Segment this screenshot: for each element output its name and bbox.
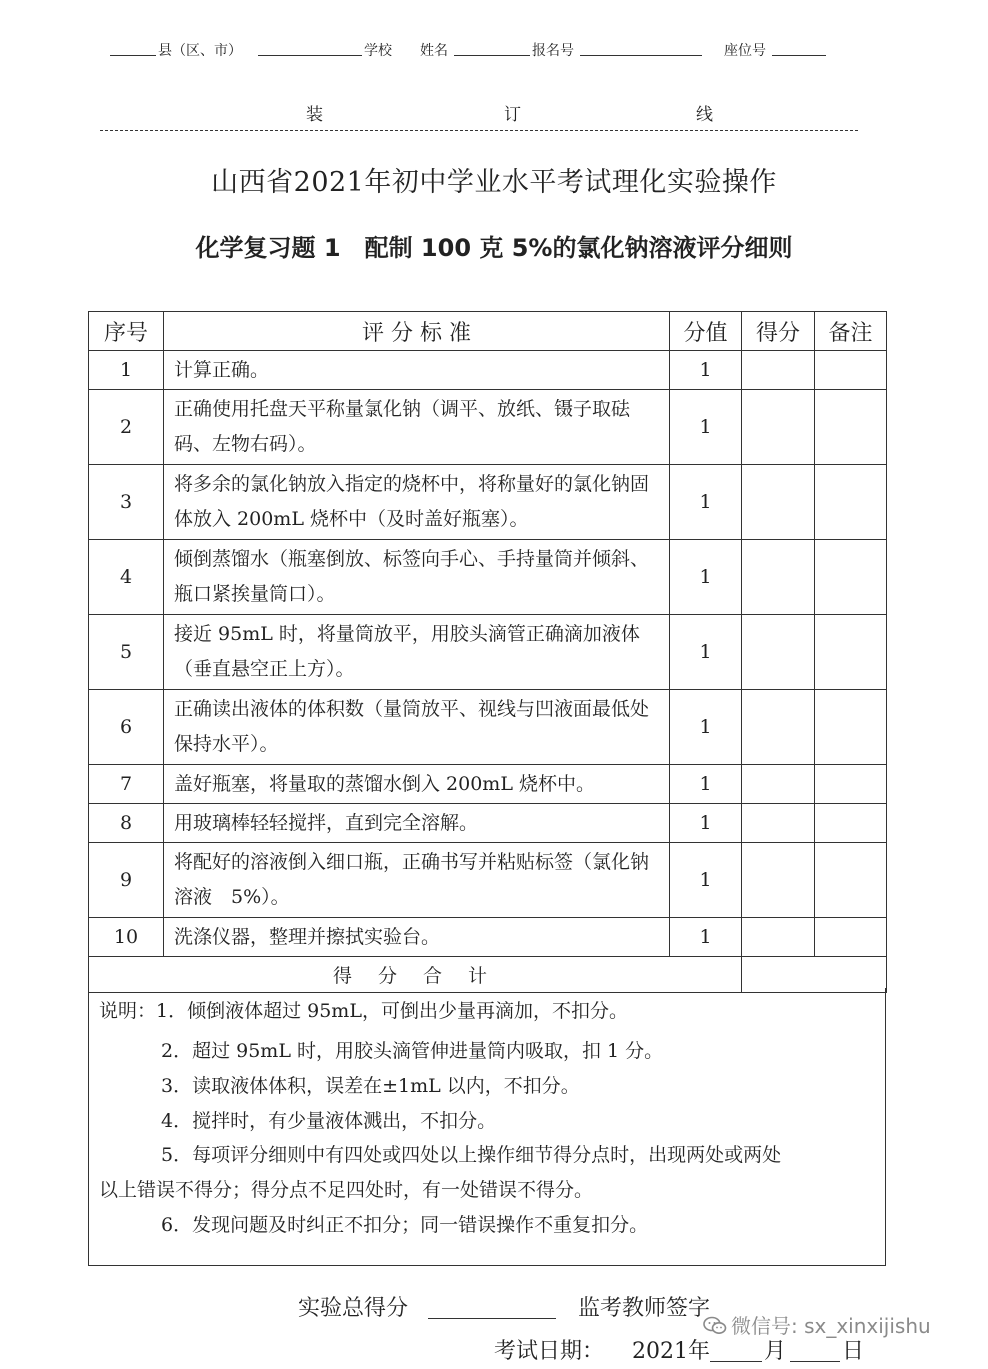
note-1: 说明：1．倾倒液体超过 95mL，可倒出少量再滴加，不扣分。 <box>99 1000 628 1022</box>
reg-no-label: 报名号 <box>532 43 574 59</box>
row-points: 1 <box>670 918 742 957</box>
row-score-cell[interactable] <box>742 690 815 765</box>
watermark <box>703 1310 931 1339</box>
seat-no-blank[interactable] <box>772 41 826 56</box>
row-score-cell[interactable] <box>742 918 815 957</box>
county-blank[interactable] <box>110 41 156 56</box>
name-blank[interactable] <box>454 41 530 56</box>
name-label: 姓名 <box>420 43 448 59</box>
scoring-table <box>88 311 887 993</box>
row-remark-cell[interactable] <box>815 540 887 615</box>
row-criteria: 正确读出液体的体积数（量筒放平、视线与凹液面最低处保持水平）。 <box>164 690 670 765</box>
school-blank[interactable] <box>258 41 362 56</box>
notes-box <box>88 988 886 1266</box>
header-score: 得分 <box>742 312 815 351</box>
header-points: 分值 <box>670 312 742 351</box>
note-4: 4．搅拌时，有少量液体溅出，不扣分。 <box>161 1110 497 1132</box>
row-points: 1 <box>670 804 742 843</box>
school-label: 学校 <box>364 43 392 59</box>
row-criteria: 计算正确。 <box>164 351 670 390</box>
row-criteria: 用玻璃棒轻轻搅拌，直到完全溶解。 <box>164 804 670 843</box>
row-no: 7 <box>89 765 164 804</box>
exam-date-label: 考试日期： <box>494 1339 605 1364</box>
note-6: 6．发现问题及时纠正不扣分；同一错误操作不重复扣分。 <box>161 1214 649 1236</box>
total-score-label: 实验总得分 <box>298 1296 409 1321</box>
row-points: 1 <box>670 465 742 540</box>
row-score-cell[interactable] <box>742 765 815 804</box>
row-no: 10 <box>89 918 164 957</box>
exam-day: 日 <box>842 1339 865 1364</box>
proctor-sign-label: 监考教师签字 <box>578 1296 711 1321</box>
row-score-cell[interactable] <box>742 465 815 540</box>
note-2: 2．超过 95mL 时，用胶头滴管伸进量筒内吸取，扣 1 分。 <box>161 1040 664 1062</box>
note-3: 3．读取液体体积，误差在±1mL 以内，不扣分。 <box>161 1075 580 1097</box>
row-remark-cell[interactable] <box>815 615 887 690</box>
row-no: 8 <box>89 804 164 843</box>
row-score-cell[interactable] <box>742 351 815 390</box>
row-no: 1 <box>89 351 164 390</box>
row-no: 6 <box>89 690 164 765</box>
table-row <box>89 465 887 540</box>
table-row <box>89 690 887 765</box>
row-criteria: 倾倒蒸馏水（瓶塞倒放、标签向手心、手持量筒并倾斜、瓶口紧挨量筒口）。 <box>164 540 670 615</box>
row-no: 5 <box>89 615 164 690</box>
candidate-info-line <box>108 34 848 62</box>
exam-month: 月 <box>764 1339 787 1364</box>
total-score-blank[interactable] <box>428 1318 556 1319</box>
row-points: 1 <box>670 351 742 390</box>
row-score-cell[interactable] <box>742 390 815 465</box>
row-remark-cell[interactable] <box>815 918 887 957</box>
binding-char-1: 装 <box>306 105 323 125</box>
row-remark-cell[interactable] <box>815 765 887 804</box>
row-no: 9 <box>89 843 164 918</box>
row-remark-cell[interactable] <box>815 351 887 390</box>
row-remark-cell[interactable] <box>815 843 887 918</box>
header-criteria: 评 分 标 准 <box>164 312 670 351</box>
watermark-text: 微信号: sx_xinxijishu <box>731 1314 931 1338</box>
table-row <box>89 390 887 465</box>
row-score-cell[interactable] <box>742 843 815 918</box>
table-header-row <box>89 312 887 351</box>
row-remark-cell[interactable] <box>815 465 887 540</box>
row-criteria: 将配好的溶液倒入细口瓶，正确书写并粘贴标签（氯化钠溶液 5%）。 <box>164 843 670 918</box>
header-remark: 备注 <box>815 312 887 351</box>
row-score-cell[interactable] <box>742 615 815 690</box>
binding-char-2: 订 <box>504 105 521 125</box>
row-points: 1 <box>670 765 742 804</box>
county-label: 县（区、市） <box>158 43 242 59</box>
row-points: 1 <box>670 615 742 690</box>
row-points: 1 <box>670 843 742 918</box>
row-remark-cell[interactable] <box>815 390 887 465</box>
table-row <box>89 918 887 957</box>
row-score-cell[interactable] <box>742 540 815 615</box>
exam-year: 2021年 <box>632 1339 710 1364</box>
row-criteria: 盖好瓶塞，将量取的蒸馏水倒入 200mL 烧杯中。 <box>164 765 670 804</box>
row-score-cell[interactable] <box>742 804 815 843</box>
row-no: 3 <box>89 465 164 540</box>
row-criteria: 正确使用托盘天平称量氯化钠（调平、放纸、镊子取砝码、左物右码）。 <box>164 390 670 465</box>
table-row <box>89 615 887 690</box>
wechat-icon <box>703 1316 727 1336</box>
row-criteria: 洗涤仪器，整理并擦拭实验台。 <box>164 918 670 957</box>
row-remark-cell[interactable] <box>815 690 887 765</box>
row-remark-cell[interactable] <box>815 804 887 843</box>
table-row <box>89 804 887 843</box>
binding-line <box>100 96 858 131</box>
row-points: 1 <box>670 390 742 465</box>
row-no: 2 <box>89 390 164 465</box>
note-5-line-2: 以上错误不得分；得分点不足四处时，有一处错误不得分。 <box>99 1179 594 1201</box>
table-row <box>89 843 887 918</box>
document-subtitle: 化学复习题 1 配制 100 克 5%的氯化钠溶液评分细则 <box>195 234 793 262</box>
day-blank[interactable] <box>790 1361 840 1362</box>
header-no: 序号 <box>89 312 164 351</box>
row-criteria: 接近 95mL 时，将量筒放平，用胶头滴管正确滴加液体（垂直悬空正上方）。 <box>164 615 670 690</box>
table-row <box>89 351 887 390</box>
total-label: 得 分 合 计 <box>89 957 742 993</box>
row-points: 1 <box>670 540 742 615</box>
row-points: 1 <box>670 690 742 765</box>
seat-no-label: 座位号 <box>724 43 766 59</box>
month-blank[interactable] <box>710 1361 762 1362</box>
table-row <box>89 540 887 615</box>
reg-no-blank[interactable] <box>580 41 702 56</box>
row-no: 4 <box>89 540 164 615</box>
row-criteria: 将多余的氯化钠放入指定的烧杯中，将称量好的氯化钠固体放入 200mL 烧杯中（及时盖好瓶塞）。 <box>164 465 670 540</box>
note-5-line-1: 5．每项评分细则中有四处或四处以上操作细节得分点时，出现两处或两处 <box>161 1144 782 1166</box>
table-row <box>89 765 887 804</box>
binding-char-3: 线 <box>696 105 713 125</box>
document-title: 山西省2021年初中学业水平考试理化实验操作 <box>211 167 777 198</box>
